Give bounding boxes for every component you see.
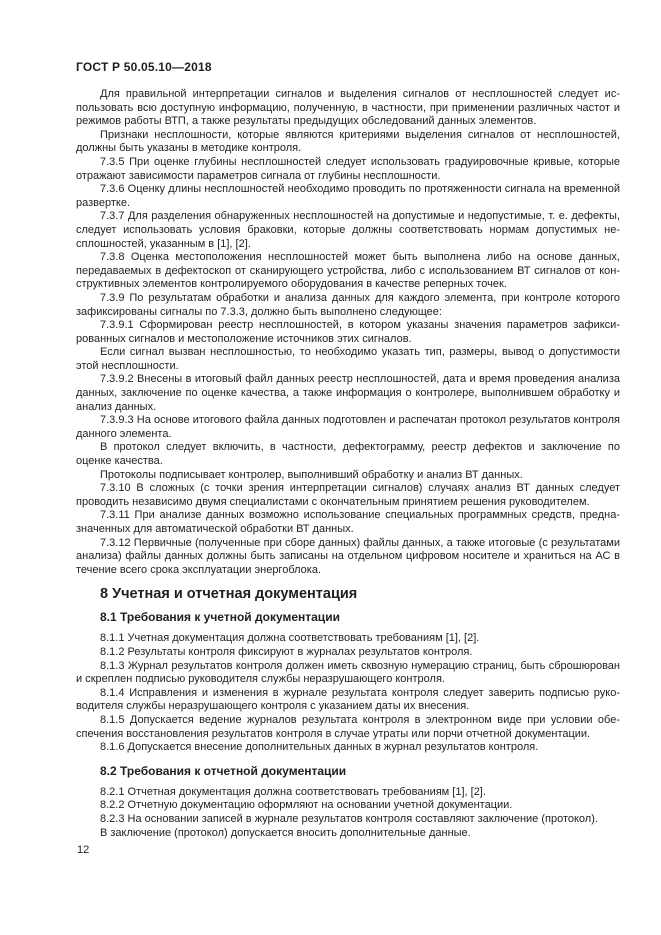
section-8-2-title: 8.2 Требования к отчетной документации — [100, 763, 347, 778]
body-paragraph: 7.3.5 При оценке глубины несплошностей следует использовать градуировочные кривые, которые отражают зависимости параметров сигнала от глубины несплошности. — [76, 155, 620, 182]
document-content — [76, 88, 620, 840]
body-paragraph: 8.1.5 Допускается ведение журналов результата контроля в электронном виде при условии обеспечения восстановления результатов контроля в случае утраты или порчи отчетной документации. — [76, 713, 620, 740]
body-paragraph: 8.1.3 Журнал результатов контроля должен иметь сквозную нумерацию страниц, быть сброшюрован и скреплен подписью руководителя службы неразрушающего контроля. — [76, 659, 620, 686]
body-paragraph: 8.2.3 На основании записей в журнале результатов контроля составляют заключение (протокол). — [100, 812, 598, 825]
body-paragraph: 7.3.9.1 Сформирован реестр несплошностей, в котором указаны значения параметров зафиксированных сигналов и местоположение источников этих сигналов. — [76, 319, 620, 345]
body-paragraph: 8.2.1 Отчетная документация должна соответствовать требованиям [1], [2]. — [100, 785, 486, 798]
section-8-2-body — [76, 786, 620, 840]
body-paragraph: 7.3.7 Для разделения обнаруженных несплошностей на допустимые и недопустимые, т. е. дефекты, следует использовать условия браковки, которые должны соответствовать нормам допустимых несплошностей, указанным в [1], [2]. — [76, 210, 620, 250]
body-paragraph: 8.1.1 Учетная документация должна соответствовать требованиям [1], [2]. — [100, 632, 480, 645]
body-paragraph: 8.1.4 Исправления и изменения в журнале результата контроля следует заверить подписью руководителя службы неразрушающего контроля с указанием даты их внесения. — [76, 686, 620, 713]
body-paragraph: 7.3.10 В сложных (с точки зрения интерпретации сигналов) случаях анализ ВТ данных следует проводить независимо двумя специалистами с окончательным принятием решения руководителем. — [76, 482, 620, 508]
body-paragraph: 7.3.8 Оценка местоположения несплошностей может быть выполнена либо на основе данных, передаваемых в дефектоскоп от сканирующего устройства, либо с использованием ВТ сигналов от конструктивных элементов контролируемого оборудования в качестве реперных точек. — [76, 251, 620, 291]
body-paragraph: В протокол следует включить, в частности, дефектограмму, реестр дефектов и заключение по оценке качества. — [76, 441, 620, 468]
body-paragraph: Если сигнал вызван несплошностью, то необходимо указать тип, размеры, вывод о допустимости этой несплошности. — [76, 346, 620, 372]
body-paragraph: Для правильной интерпретации сигналов и выделения сигналов от несплошностей следует использовать всю доступную информацию, полученную, в частности, при применении различных частот и режимов работы ВТП, а также результаты предыдущих обследований данных элементов. — [76, 88, 620, 128]
body-paragraph: Признаки несплошности, которые являются критериями выделения сигналов от несплошностей, должны быть указаны в методике контроля. — [76, 128, 620, 155]
section-8-1-body — [76, 632, 620, 754]
body-paragraph: 7.3.9.3 На основе итогового файла данных подготовлен и распечатан протокол результатов контроля данного элемента. — [76, 414, 620, 440]
body-paragraph: 7.3.9.2 Внесены в итоговый файл данных реестр несплошностей, дата и время проведения анализа данных, заключение по оценке качества, а также информация о контролере, выполнившем обработку и анализ данных. — [76, 373, 620, 413]
body-paragraph: 8.1.6 Допускается внесение дополнительных данных в журнал результатов контроля. — [100, 741, 539, 754]
page-number: 12 — [77, 844, 90, 856]
body-paragraph: 7.3.9 По результатам обработки и анализа данных для каждого элемента, при контроле которого зафиксированы сигналы по 7.3.3, должно быть выполнено следующее: — [76, 291, 620, 318]
body-paragraph: В заключение (протокол) допускается вносить дополнительные данные. — [100, 826, 471, 839]
body-paragraph: 7.3.11 При анализе данных возможно использование специальных программных средств, предназначенных для автоматической обработки ВТ данных. — [76, 509, 620, 535]
body-paragraph: 7.3.6 Оценку длины несплошностей необходимо проводить по протяженности сигнала на временной развертке. — [76, 183, 620, 209]
document-header: ГОСТ Р 50.05.10—2018 — [76, 60, 212, 74]
body-paragraph: 8.2.2 Отчетную документацию оформляют на основании учетной документации. — [100, 799, 513, 812]
section-8-1-title: 8.1 Требования к учетной документации — [100, 610, 340, 625]
body-paragraph: 7.3.12 Первичные (полученные при сборе данных) файлы данных, а также итоговые (с результатами анализа) файлы данных должны быть записаны на отдельном цифровом носителе и храниться на АС в течение всего срока эксплуатации энергоблока. — [76, 536, 620, 576]
body-paragraph: Протоколы подписывает контролер, выполнивший обработку и анализ ВТ данных. — [100, 468, 523, 481]
body-paragraph: 8.1.2 Результаты контроля фиксируют в журналах результатов контроля. — [100, 645, 473, 658]
section-8-title: 8 Учетная и отчетная документация — [100, 586, 358, 603]
